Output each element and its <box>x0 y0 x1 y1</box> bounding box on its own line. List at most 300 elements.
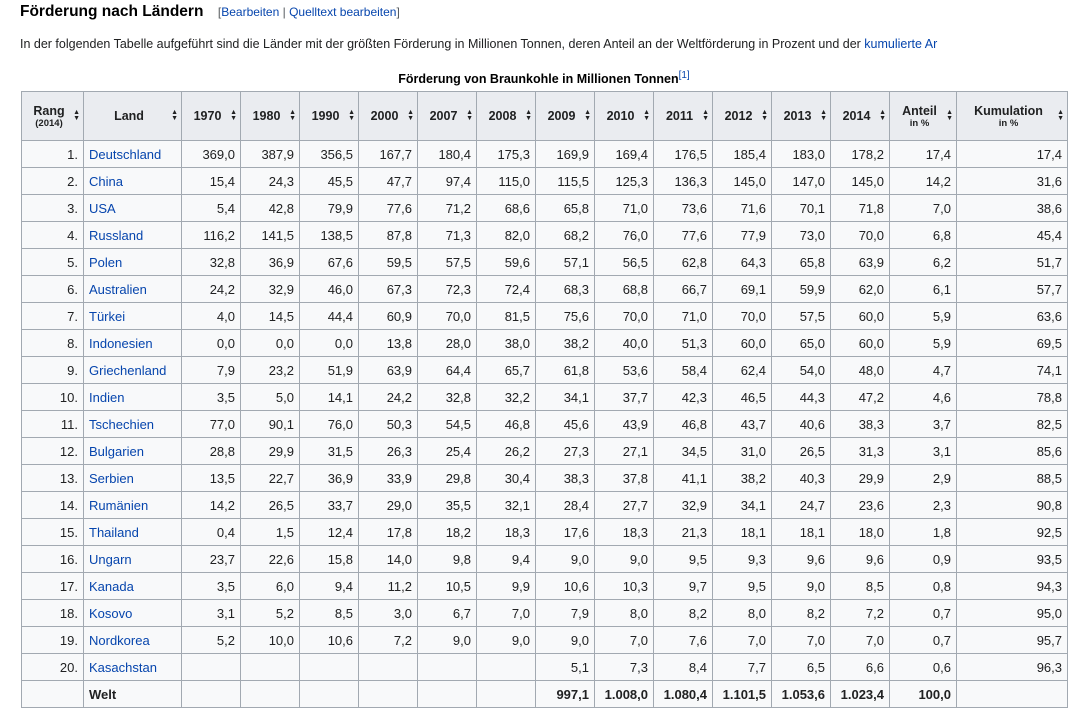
column-header-4[interactable] <box>300 92 359 141</box>
sort-icon[interactable]: ▲ ▼ <box>702 109 709 122</box>
table-row <box>22 384 1068 411</box>
value-cell: 5,2 <box>182 627 241 654</box>
value-cell: 1.101,5 <box>713 681 772 708</box>
value-cell: 42,8 <box>241 195 300 222</box>
rank-cell: 8. <box>22 330 84 357</box>
rank-cell: 11. <box>22 411 84 438</box>
value-cell: 72,3 <box>418 276 477 303</box>
value-cell: 23,6 <box>831 492 890 519</box>
value-cell: 45,6 <box>536 411 595 438</box>
country-link[interactable]: Griechenland <box>89 362 167 378</box>
column-header-10[interactable] <box>654 92 713 141</box>
value-cell: 6,5 <box>772 654 831 681</box>
value-cell: 3,1 <box>182 600 241 627</box>
country-link[interactable]: Australien <box>89 281 147 297</box>
intro-link[interactable]: kumulierte Ar <box>864 37 938 51</box>
table-row <box>22 546 1068 573</box>
table-row <box>22 600 1068 627</box>
country-cell <box>84 330 182 357</box>
value-cell: 0,0 <box>241 330 300 357</box>
value-cell: 94,3 <box>957 573 1068 600</box>
value-cell: 14,5 <box>241 303 300 330</box>
value-cell: 24,3 <box>241 168 300 195</box>
table-row <box>22 438 1068 465</box>
country-link[interactable]: Kosovo <box>89 605 133 621</box>
column-header-3[interactable] <box>241 92 300 141</box>
value-cell: 67,6 <box>300 249 359 276</box>
table-body <box>22 141 1068 708</box>
sort-icon[interactable]: ▲ ▼ <box>761 109 768 122</box>
country-cell <box>84 519 182 546</box>
column-header-11[interactable] <box>713 92 772 141</box>
rank-cell: 4. <box>22 222 84 249</box>
total-row <box>22 681 1068 708</box>
value-cell: 9,9 <box>477 573 536 600</box>
value-cell: 77,9 <box>713 222 772 249</box>
value-cell: 62,8 <box>654 249 713 276</box>
sort-icon[interactable]: ▲ ▼ <box>73 109 80 122</box>
country-link[interactable]: Thailand <box>89 524 139 540</box>
value-cell: 167,7 <box>359 141 418 168</box>
sort-icon[interactable]: ▲ ▼ <box>525 109 532 122</box>
value-cell: 31,3 <box>831 438 890 465</box>
value-cell: 24,2 <box>182 276 241 303</box>
value-cell: 71,6 <box>713 195 772 222</box>
value-cell: 56,5 <box>595 249 654 276</box>
sort-icon[interactable]: ▲ ▼ <box>643 109 650 122</box>
rank-cell: 18. <box>22 600 84 627</box>
value-cell: 57,5 <box>772 303 831 330</box>
value-cell: 48,0 <box>831 357 890 384</box>
sort-icon[interactable]: ▲ ▼ <box>1057 109 1064 122</box>
value-cell: 71,0 <box>595 195 654 222</box>
value-cell: 18,0 <box>831 519 890 546</box>
source-edit-link[interactable]: Quelltext bearbeiten <box>289 5 397 19</box>
country-link[interactable]: Rumänien <box>89 497 149 513</box>
value-cell: 18,3 <box>595 519 654 546</box>
value-cell: 116,2 <box>182 222 241 249</box>
value-cell: 57,1 <box>536 249 595 276</box>
value-cell: 5,2 <box>241 600 300 627</box>
value-cell: 73,6 <box>654 195 713 222</box>
reference-link[interactable]: [1] <box>678 70 690 81</box>
value-cell: 29,9 <box>831 465 890 492</box>
value-cell <box>477 654 536 681</box>
country-cell <box>84 654 182 681</box>
value-cell: 147,0 <box>772 168 831 195</box>
value-cell: 77,0 <box>182 411 241 438</box>
value-cell: 47,7 <box>359 168 418 195</box>
rank-cell <box>22 681 84 708</box>
value-cell: 68,6 <box>477 195 536 222</box>
column-header-label: Kumulation <box>974 103 1043 118</box>
column-header-0[interactable] <box>22 92 84 141</box>
value-cell: 9,8 <box>418 546 477 573</box>
table-row <box>22 654 1068 681</box>
value-cell: 7,0 <box>477 600 536 627</box>
value-cell: 65,7 <box>477 357 536 384</box>
column-header-label: 2009 <box>547 109 576 123</box>
value-cell: 7,0 <box>772 627 831 654</box>
column-header-2[interactable] <box>182 92 241 141</box>
edit-links <box>218 5 400 19</box>
value-cell: 27,3 <box>536 438 595 465</box>
column-header-label: 2000 <box>370 109 399 123</box>
country-link[interactable]: Serbien <box>89 470 134 486</box>
value-cell: 68,2 <box>536 222 595 249</box>
country-cell <box>84 492 182 519</box>
value-cell <box>477 681 536 708</box>
value-cell: 70,0 <box>831 222 890 249</box>
value-cell: 23,7 <box>182 546 241 573</box>
value-cell: 76,0 <box>300 411 359 438</box>
value-cell: 14,0 <box>359 546 418 573</box>
value-cell: 40,0 <box>595 330 654 357</box>
column-header-6[interactable] <box>418 92 477 141</box>
value-cell: 10,0 <box>241 627 300 654</box>
value-cell: 5,4 <box>182 195 241 222</box>
value-cell: 58,4 <box>654 357 713 384</box>
value-cell: 12,4 <box>300 519 359 546</box>
value-cell: 38,0 <box>477 330 536 357</box>
column-header-1[interactable] <box>84 92 182 141</box>
column-header-label: 2013 <box>783 109 812 123</box>
value-cell: 32,9 <box>654 492 713 519</box>
value-cell: 31,5 <box>300 438 359 465</box>
value-cell: 90,1 <box>241 411 300 438</box>
value-cell: 7,0 <box>595 627 654 654</box>
value-cell: 32,9 <box>241 276 300 303</box>
sort-icon[interactable]: ▲ ▼ <box>946 109 953 122</box>
country-link[interactable]: Tschechien <box>89 416 155 432</box>
production-table <box>21 91 1068 708</box>
country-cell <box>84 303 182 330</box>
rank-cell: 7. <box>22 303 84 330</box>
value-cell: 28,4 <box>536 492 595 519</box>
value-cell: 2,3 <box>890 492 957 519</box>
country-link[interactable]: China <box>89 173 123 189</box>
sort-icon[interactable]: ▲ ▼ <box>230 109 237 122</box>
country-cell <box>84 276 182 303</box>
value-cell: 28,8 <box>182 438 241 465</box>
edit-separator: | <box>279 5 290 19</box>
value-cell: 18,1 <box>713 519 772 546</box>
value-cell: 65,0 <box>772 330 831 357</box>
value-cell: 77,6 <box>654 222 713 249</box>
value-cell: 17,4 <box>890 141 957 168</box>
column-header-label: Rang <box>33 103 65 118</box>
value-cell: 4,6 <box>890 384 957 411</box>
country-cell <box>84 195 182 222</box>
value-cell: 176,5 <box>654 141 713 168</box>
value-cell: 9,0 <box>418 627 477 654</box>
value-cell: 185,4 <box>713 141 772 168</box>
value-cell: 42,3 <box>654 384 713 411</box>
caption-text: Förderung von Braunkohle in Millionen Tonnen <box>398 72 679 87</box>
value-cell: 0,4 <box>182 519 241 546</box>
country-link[interactable]: Nordkorea <box>89 632 150 648</box>
value-cell: 9,0 <box>477 627 536 654</box>
country-link[interactable]: Kasachstan <box>89 659 157 675</box>
value-cell: 8,5 <box>300 600 359 627</box>
value-cell: 21,3 <box>654 519 713 546</box>
value-cell: 7,2 <box>831 600 890 627</box>
value-cell: 66,7 <box>654 276 713 303</box>
value-cell: 9,7 <box>654 573 713 600</box>
value-cell: 115,0 <box>477 168 536 195</box>
value-cell: 33,9 <box>359 465 418 492</box>
value-cell: 29,8 <box>418 465 477 492</box>
value-cell <box>957 681 1068 708</box>
value-cell: 31,0 <box>713 438 772 465</box>
value-cell: 10,6 <box>536 573 595 600</box>
value-cell: 28,0 <box>418 330 477 357</box>
value-cell: 145,0 <box>713 168 772 195</box>
rank-cell: 12. <box>22 438 84 465</box>
column-header-13[interactable] <box>831 92 890 141</box>
value-cell: 88,5 <box>957 465 1068 492</box>
rank-cell: 3. <box>22 195 84 222</box>
country-link[interactable]: Bulgarien <box>89 443 144 459</box>
value-cell: 138,5 <box>300 222 359 249</box>
value-cell: 71,2 <box>418 195 477 222</box>
sort-icon[interactable]: ▲ ▼ <box>407 109 414 122</box>
value-cell: 35,5 <box>418 492 477 519</box>
value-cell: 46,5 <box>713 384 772 411</box>
table-row <box>22 195 1068 222</box>
value-cell: 10,5 <box>418 573 477 600</box>
value-cell: 7,0 <box>831 627 890 654</box>
value-cell: 27,1 <box>595 438 654 465</box>
value-cell: 9,4 <box>300 573 359 600</box>
value-cell: 13,5 <box>182 465 241 492</box>
value-cell: 9,5 <box>654 546 713 573</box>
country-link[interactable]: Russland <box>89 227 144 243</box>
value-cell: 69,1 <box>713 276 772 303</box>
rank-cell: 19. <box>22 627 84 654</box>
value-cell: 46,8 <box>654 411 713 438</box>
value-cell: 8,0 <box>595 600 654 627</box>
value-cell: 7,9 <box>182 357 241 384</box>
value-cell: 71,0 <box>654 303 713 330</box>
value-cell: 9,0 <box>536 627 595 654</box>
value-cell: 67,3 <box>359 276 418 303</box>
sort-icon[interactable]: ▲ ▼ <box>348 109 355 122</box>
value-cell: 8,2 <box>772 600 831 627</box>
value-cell: 41,1 <box>654 465 713 492</box>
value-cell: 7,3 <box>595 654 654 681</box>
column-header-7[interactable] <box>477 92 536 141</box>
value-cell: 0,9 <box>890 546 957 573</box>
country-link[interactable]: Ungarn <box>89 551 132 567</box>
value-cell: 136,3 <box>654 168 713 195</box>
table-row <box>22 330 1068 357</box>
value-cell: 85,6 <box>957 438 1068 465</box>
value-cell: 14,2 <box>182 492 241 519</box>
value-cell: 15,8 <box>300 546 359 573</box>
value-cell: 68,8 <box>595 276 654 303</box>
value-cell: 25,4 <box>418 438 477 465</box>
value-cell: 45,4 <box>957 222 1068 249</box>
value-cell: 75,6 <box>536 303 595 330</box>
value-cell: 14,2 <box>890 168 957 195</box>
value-cell <box>241 654 300 681</box>
value-cell: 36,9 <box>241 249 300 276</box>
column-header-15[interactable] <box>957 92 1068 141</box>
value-cell: 72,4 <box>477 276 536 303</box>
column-header-9[interactable] <box>595 92 654 141</box>
country-link[interactable]: USA <box>89 200 116 216</box>
column-header-label: 2012 <box>724 109 753 123</box>
value-cell: 33,7 <box>300 492 359 519</box>
value-cell: 1,8 <box>890 519 957 546</box>
value-cell: 36,9 <box>300 465 359 492</box>
value-cell: 26,3 <box>359 438 418 465</box>
value-cell <box>182 681 241 708</box>
country-link[interactable]: Kanada <box>89 578 134 594</box>
value-cell: 0,7 <box>890 600 957 627</box>
value-cell: 125,3 <box>595 168 654 195</box>
country-link[interactable]: Polen <box>89 254 123 270</box>
edit-bracket-close: ] <box>396 5 400 19</box>
value-cell: 22,6 <box>241 546 300 573</box>
sort-icon[interactable]: ▲ ▼ <box>820 109 827 122</box>
value-cell: 10,6 <box>300 627 359 654</box>
section-title: Förderung nach Ländern <box>20 3 204 20</box>
value-cell: 32,8 <box>418 384 477 411</box>
section-heading <box>20 3 400 21</box>
value-cell: 69,5 <box>957 330 1068 357</box>
value-cell: 38,2 <box>713 465 772 492</box>
value-cell: 169,9 <box>536 141 595 168</box>
value-cell: 100,0 <box>890 681 957 708</box>
column-header-12[interactable] <box>772 92 831 141</box>
value-cell: 1.053,6 <box>772 681 831 708</box>
value-cell: 169,4 <box>595 141 654 168</box>
value-cell: 0,0 <box>182 330 241 357</box>
table-row <box>22 222 1068 249</box>
value-cell: 17,8 <box>359 519 418 546</box>
sort-icon[interactable]: ▲ ▼ <box>879 109 886 122</box>
value-cell: 23,2 <box>241 357 300 384</box>
intro-text: In der folgenden Tabelle aufgeführt sind die Länder mit der größten Förderung in Millionen Tonnen, deren Anteil an der Weltförderung in Prozent und der <box>20 37 865 51</box>
value-cell: 3,7 <box>890 411 957 438</box>
country-link[interactable]: Indonesien <box>89 335 153 351</box>
value-cell: 6,0 <box>241 573 300 600</box>
value-cell: 7,0 <box>890 195 957 222</box>
country-link[interactable]: Deutschland <box>89 146 162 162</box>
value-cell: 74,1 <box>957 357 1068 384</box>
table-row <box>22 249 1068 276</box>
value-cell: 9,0 <box>595 546 654 573</box>
column-header-label: 2014 <box>842 109 871 123</box>
table-row <box>22 411 1068 438</box>
edit-link[interactable]: Bearbeiten <box>221 5 280 19</box>
column-header-5[interactable] <box>359 92 418 141</box>
value-cell: 40,3 <box>772 465 831 492</box>
column-header-label: 2011 <box>665 109 694 123</box>
value-cell: 29,0 <box>359 492 418 519</box>
value-cell: 57,7 <box>957 276 1068 303</box>
value-cell: 175,3 <box>477 141 536 168</box>
rank-cell: 16. <box>22 546 84 573</box>
column-header-8[interactable] <box>536 92 595 141</box>
country-cell <box>84 465 182 492</box>
value-cell: 51,9 <box>300 357 359 384</box>
sort-icon[interactable]: ▲ ▼ <box>584 109 591 122</box>
value-cell: 70,0 <box>713 303 772 330</box>
country-cell <box>84 411 182 438</box>
value-cell: 95,7 <box>957 627 1068 654</box>
value-cell: 50,3 <box>359 411 418 438</box>
value-cell: 24,2 <box>359 384 418 411</box>
value-cell: 70,0 <box>595 303 654 330</box>
value-cell: 65,8 <box>536 195 595 222</box>
value-cell: 14,1 <box>300 384 359 411</box>
table-row <box>22 141 1068 168</box>
country-cell: Welt <box>84 681 182 708</box>
sort-icon[interactable]: ▲ ▼ <box>466 109 473 122</box>
value-cell: 9,0 <box>536 546 595 573</box>
value-cell: 81,5 <box>477 303 536 330</box>
value-cell: 183,0 <box>772 141 831 168</box>
value-cell: 71,8 <box>831 195 890 222</box>
value-cell <box>182 654 241 681</box>
value-cell: 5,9 <box>890 330 957 357</box>
country-link[interactable]: Türkei <box>89 308 126 324</box>
value-cell: 115,5 <box>536 168 595 195</box>
sort-icon[interactable]: ▲ ▼ <box>289 109 296 122</box>
country-link[interactable]: Indien <box>89 389 125 405</box>
value-cell: 0,6 <box>890 654 957 681</box>
value-cell: 1,5 <box>241 519 300 546</box>
value-cell: 1.023,4 <box>831 681 890 708</box>
rank-cell: 13. <box>22 465 84 492</box>
value-cell: 2,9 <box>890 465 957 492</box>
value-cell: 68,3 <box>536 276 595 303</box>
sort-icon[interactable]: ▲ ▼ <box>171 109 178 122</box>
value-cell: 4,0 <box>182 303 241 330</box>
value-cell: 38,3 <box>831 411 890 438</box>
value-cell: 37,8 <box>595 465 654 492</box>
value-cell: 60,0 <box>831 330 890 357</box>
value-cell: 62,4 <box>713 357 772 384</box>
column-header-label: 2008 <box>488 109 517 123</box>
value-cell: 11,2 <box>359 573 418 600</box>
value-cell: 43,9 <box>595 411 654 438</box>
value-cell: 70,1 <box>772 195 831 222</box>
value-cell: 6,1 <box>890 276 957 303</box>
rank-cell: 20. <box>22 654 84 681</box>
value-cell: 6,8 <box>890 222 957 249</box>
value-cell: 97,4 <box>418 168 477 195</box>
rank-cell: 17. <box>22 573 84 600</box>
value-cell: 6,2 <box>890 249 957 276</box>
value-cell: 59,9 <box>772 276 831 303</box>
value-cell: 59,5 <box>359 249 418 276</box>
value-cell: 7,2 <box>359 627 418 654</box>
value-cell: 46,8 <box>477 411 536 438</box>
column-header-14[interactable] <box>890 92 957 141</box>
value-cell: 87,8 <box>359 222 418 249</box>
value-cell: 30,4 <box>477 465 536 492</box>
column-header-label: 1980 <box>252 109 281 123</box>
value-cell: 73,0 <box>772 222 831 249</box>
table-row <box>22 465 1068 492</box>
value-cell: 59,6 <box>477 249 536 276</box>
value-cell: 64,3 <box>713 249 772 276</box>
value-cell: 15,4 <box>182 168 241 195</box>
